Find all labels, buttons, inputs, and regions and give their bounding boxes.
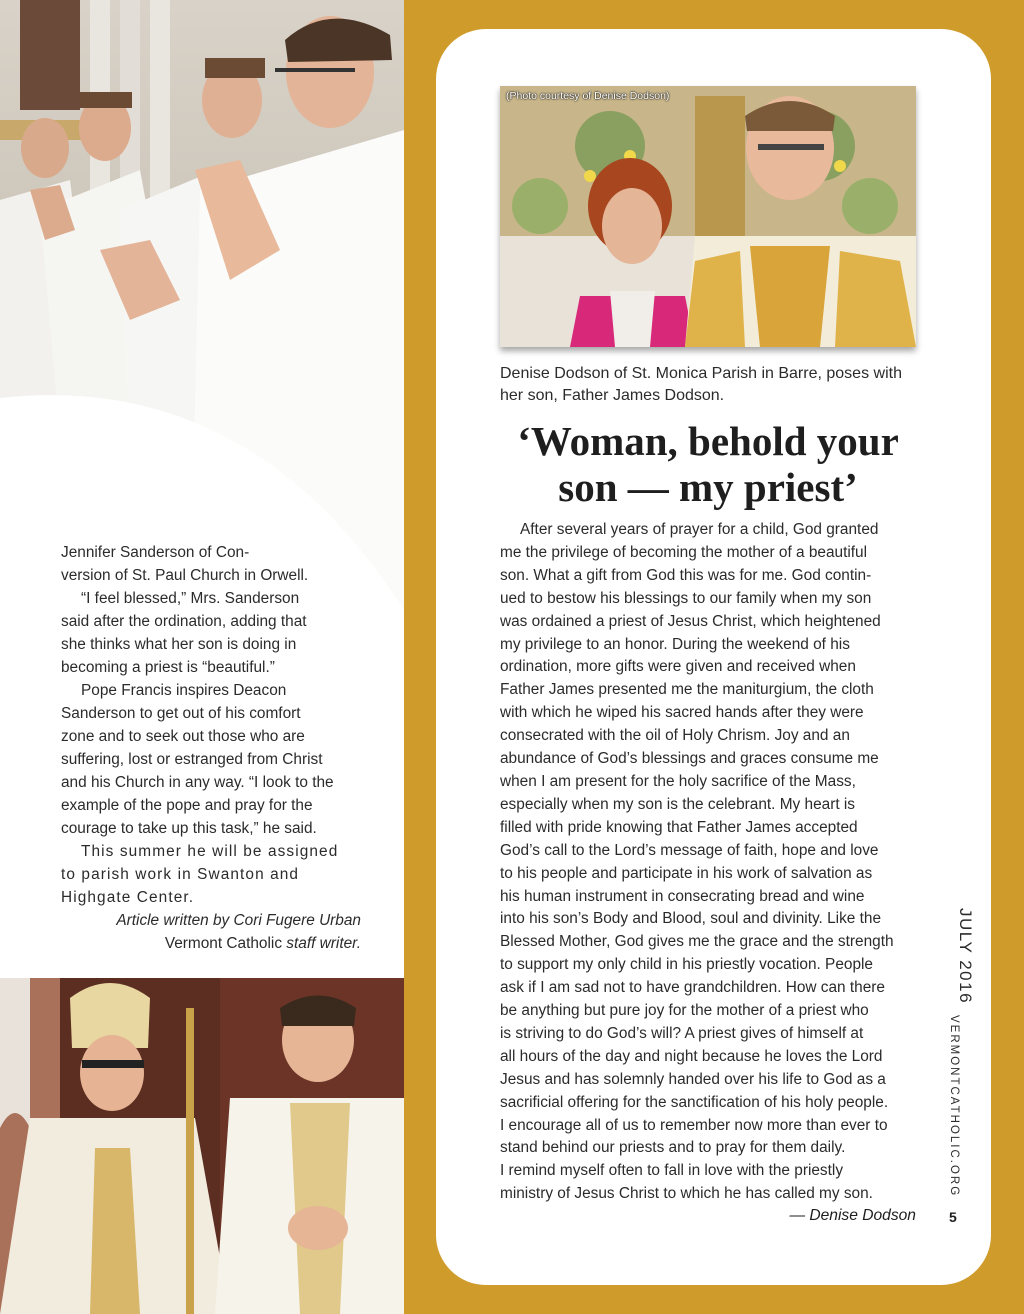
bishop-and-deacon-photo xyxy=(0,978,404,1314)
article-headline xyxy=(500,418,916,510)
story-line: I encourage all of us to remember now more than ever to xyxy=(500,1116,888,1134)
story-line: ordination, more gifts were given and received when xyxy=(500,658,856,676)
page-number: 5 xyxy=(949,1209,957,1225)
left-line: Pope Francis inspires Deacon xyxy=(81,682,287,699)
website-url[interactable]: VERMONTCATHOLIC.ORG xyxy=(948,1015,960,1198)
story-line: sacrificial offering for the sanctification of his holy people. xyxy=(500,1093,889,1111)
story-line: when I am present for the holy sacrifice of the Mass, xyxy=(500,772,856,790)
left-line: she thinks what her son is doing in xyxy=(61,636,297,653)
left-line: said after the ordination, adding that xyxy=(61,613,307,630)
story-line: with which he wiped his sacred hands after they were xyxy=(500,704,864,722)
left-line: becoming a priest is “beautiful.” xyxy=(61,659,275,676)
story-line: son. What a gift from God this was for me. God contin- xyxy=(500,566,872,584)
headline-line: son — my priest’ xyxy=(558,464,858,510)
left-line: “I feel blessed,” Mrs. Sanderson xyxy=(81,590,300,607)
story-line: ued to bestow his blessings to our family when my son xyxy=(500,589,872,607)
left-line: suffering, lost or estranged from Christ xyxy=(61,751,323,768)
story-line: all hours of the day and night because he loves the Lord xyxy=(500,1047,883,1065)
left-line: Jennifer Sanderson of Con- xyxy=(61,544,250,561)
story-line: abundance of God’s blessings and graces consume me xyxy=(500,750,879,768)
photo-credit: (Photo courtesy of Denise Dodson) xyxy=(506,90,670,102)
story-line: me the privilege of becoming the mother of a beautiful xyxy=(500,543,868,561)
story-line: his human instrument in consecrating bread and wine xyxy=(500,887,865,905)
story-line: my privilege to an honor. During the weekend of his xyxy=(500,635,850,653)
left-line: version of St. Paul Church in Orwell. xyxy=(61,567,309,584)
left-line: This summer he will be assigned xyxy=(81,843,339,860)
story-line: After several years of prayer for a child, God granted xyxy=(520,521,879,538)
story-line: stand behind our priests and to pray for them daily. xyxy=(500,1139,846,1157)
story-line: to his people and participate in his work of salvation as xyxy=(500,864,873,882)
issue-date: JULY 2016 xyxy=(956,908,975,1005)
left-column xyxy=(0,0,404,1314)
left-line: zone and to seek out those who are xyxy=(61,728,305,745)
story-line: Blessed Mother, God gives me the grace and the strength xyxy=(500,933,894,951)
story-line: into his son’s Body and Blood, soul and divinity. Like the xyxy=(500,910,882,928)
author-signature: — Denise Dodson xyxy=(789,1207,916,1224)
story-line: Jesus and has solemnly handed over his life to God as a xyxy=(500,1070,886,1088)
left-line: courage to take up this task,” he said. xyxy=(61,820,317,837)
dodson-family-photo xyxy=(500,86,916,347)
story-line: ministry of Jesus Christ to which he has called my son. xyxy=(500,1185,873,1203)
story-line: was ordained a priest of Jesus Christ, which heightened xyxy=(500,612,881,630)
story-line: God’s call to the Lord’s message of faith, hope and love xyxy=(500,841,879,859)
story-line: especially when my son is the celebrant. My heart is xyxy=(500,795,855,813)
story-line: filled with pride knowing that Father James accepted xyxy=(500,818,858,836)
byline-author: Article written by Cori Fugere Urban xyxy=(116,912,361,929)
story-line: I remind myself often to fall in love with the priestly xyxy=(500,1162,844,1180)
story-line: ask if I am sad not to have grandchildren. How can there xyxy=(500,979,885,997)
left-line: example of the pope and pray for the xyxy=(61,797,313,814)
headline-line: ‘Woman, behold your xyxy=(517,418,899,464)
story-line: is striving to do God’s will? A priest gives of himself at xyxy=(500,1024,864,1042)
story-line: Father James presented me the maniturgium, the cloth xyxy=(500,681,874,699)
byline-role: Vermont Catholic staff writer. xyxy=(164,935,361,952)
left-line: and his Church in any way. “I look to the xyxy=(61,774,334,791)
story-body xyxy=(500,519,920,1206)
left-line: to parish work in Swanton and xyxy=(61,866,300,883)
article-continuation xyxy=(61,541,361,955)
left-line: Sanderson to get out of his comfort xyxy=(61,705,301,722)
story-line: to support my only child in his priestly vocation. People xyxy=(500,956,873,974)
byline xyxy=(61,909,361,955)
left-line: Highgate Center. xyxy=(61,889,195,906)
story-line: consecrated with the oil of Holy Chrism. Joy and an xyxy=(500,727,850,745)
story-line: be anything but pure joy for the mother of a priest who xyxy=(500,1002,869,1020)
photo-caption: Denise Dodson of St. Monica Parish in Barre, poses with her son, Father James Dodson. xyxy=(500,365,902,404)
